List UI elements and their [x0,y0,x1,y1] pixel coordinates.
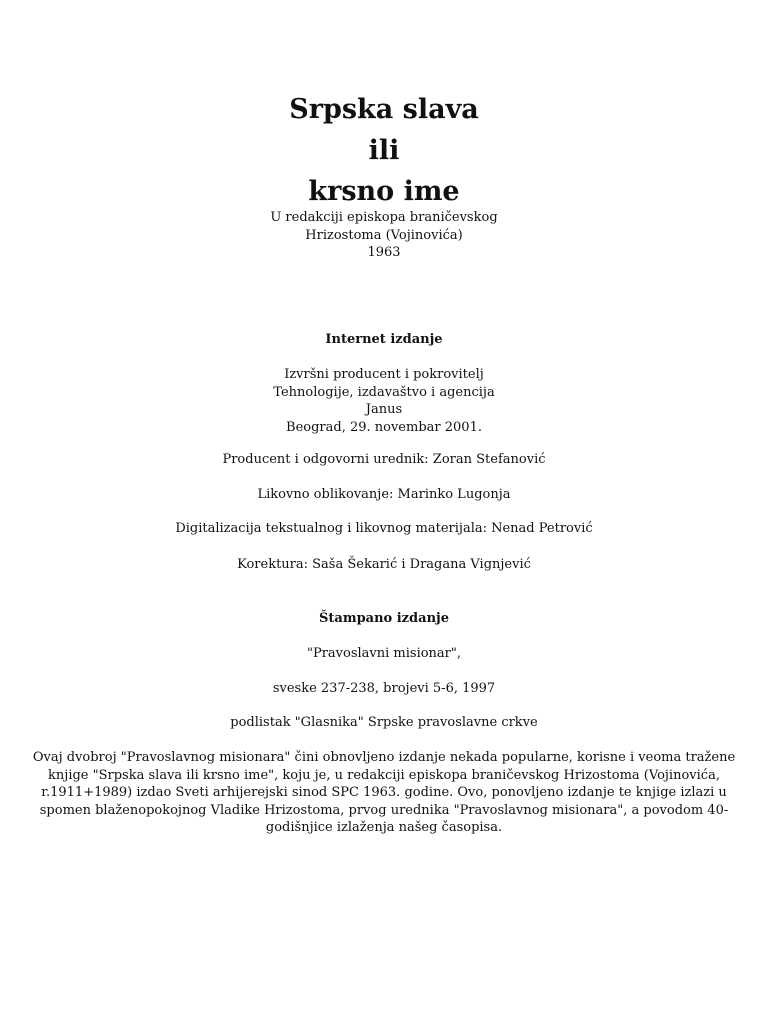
supplement-note: podlistak "Glasnika" Srpske pravoslavne crkve [230,715,538,730]
issue-numbers: sveske 237-238, brojevi 5-6, 1997 [272,681,496,696]
edition-info-line-1: U redakciji episkopa braničevskog [270,210,498,225]
proofreading-credit: Korektura: Saša Šekarić i Dragana Vignjević [237,557,531,572]
design-credit: Likovno oblikovanje: Marinko Lugonja [257,487,511,502]
digitalization-credit: Digitalizacija tekstualnog i likovnog materijala: Nenad Petrović [175,521,593,536]
internet-edition-heading: Internet izdanje [325,332,443,347]
producer-line-3: Janus [365,402,403,417]
edition-description-paragraph: Ovaj dvobroj "Pravoslavnog misionara" čini obnovljeno izdanje nekada popularne, korisne i veoma tražene knjige "Srpska slava ili krsno ime", koju je, u redakciji episkopa braničevskog Hrizostoma (Vojinovića, r.1911+1989) izdao Sveti arhijerejski sinod SPC 1963. godine. Ovo, ponovljeno izdanje te knjige izlazi u spomen blaženopokojnog Vladike Hrizostoma, prvog urednika "Pravoslavnog misionara", a povodom 40-godišnjice izlaženja našeg časopisa. [32,750,736,835]
editor-credit: Producent i odgovorni urednik: Zoran Stefanović [222,452,546,467]
journal-name: "Pravoslavni misionar", [306,646,462,661]
producer-block [0,366,768,436]
producer-line-2: Tehnologije, izdavaštvo i agencija [273,384,495,400]
edition-info-line-2: Hrizostoma (Vojinovića) [305,227,463,243]
title-line-2: ili [368,135,400,166]
edition-info-line-3: 1963 [367,245,401,260]
producer-line-1: Izvršni producent i pokrovitelj [284,367,484,382]
document-title [0,89,768,212]
producer-line-4: Beograd, 29. novembar 2001. [286,419,482,435]
print-edition-heading: Štampano izdanje [319,611,449,626]
edition-info [0,209,768,262]
title-line-1: Srpska slava [289,94,479,125]
title-line-3: krsno ime [308,176,460,207]
